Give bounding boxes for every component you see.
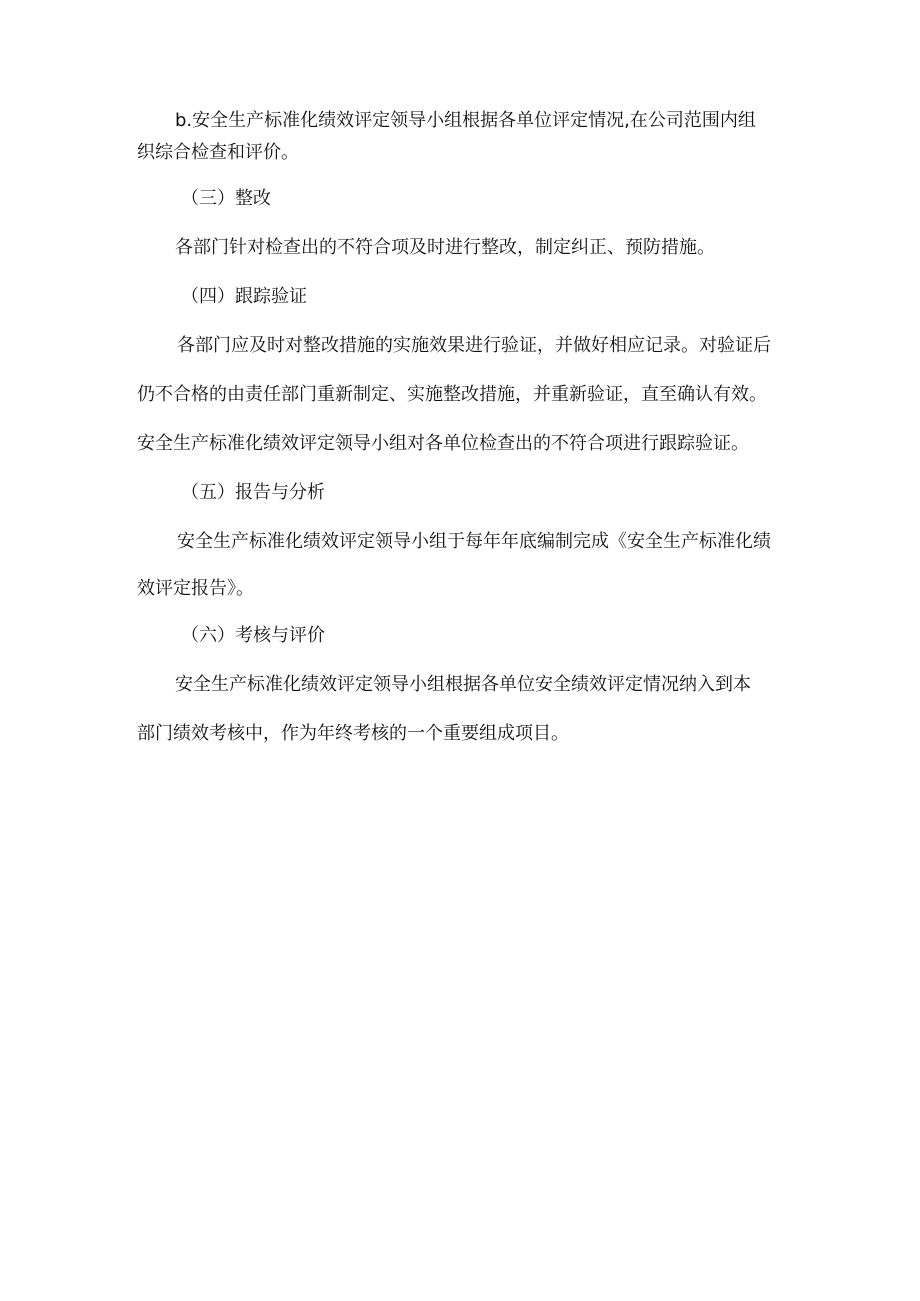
paragraph-line: 织综合检查和评价。 (137, 142, 299, 163)
paragraph-line: 安全生产标准化绩效评定领导小组于每年年底编制完成《安全生产标准化绩 (177, 531, 771, 552)
paragraph-line: 安全生产标准化绩效评定领导小组根据各单位安全绩效评定情况纳入到本 (175, 674, 751, 695)
section-heading: （六）考核与评价 (181, 625, 325, 646)
paragraph-line: 效评定报告》。 (137, 578, 254, 599)
section-heading: （三）整改 (181, 188, 271, 209)
section-heading: （五）报告与分析 (181, 482, 325, 503)
paragraph-line: 各部门应及时对整改措施的实施效果进行验证，并做好相应记录。对验证后 (177, 335, 771, 356)
paragraph-line: 各部门针对检查出的不符合项及时进行整改，制定纠正、预防措施。 (175, 237, 715, 258)
paragraph-line: 安全生产标准化绩效评定领导小组对各单位检查出的不符合项进行跟踪验证。 (137, 433, 749, 454)
paragraph-line: 仍不合格的由责任部门重新制定、实施整改措施，并重新验证，直至确认有效。 (137, 384, 767, 405)
section-heading: （四）跟踪验证 (181, 286, 307, 307)
paragraph-line: b.安全生产标准化绩效评定领导小组根据各单位评定情况,在公司范围内组 (175, 110, 756, 131)
paragraph-line: 部门绩效考核中，作为年终考核的一个重要组成项目。 (137, 723, 569, 744)
